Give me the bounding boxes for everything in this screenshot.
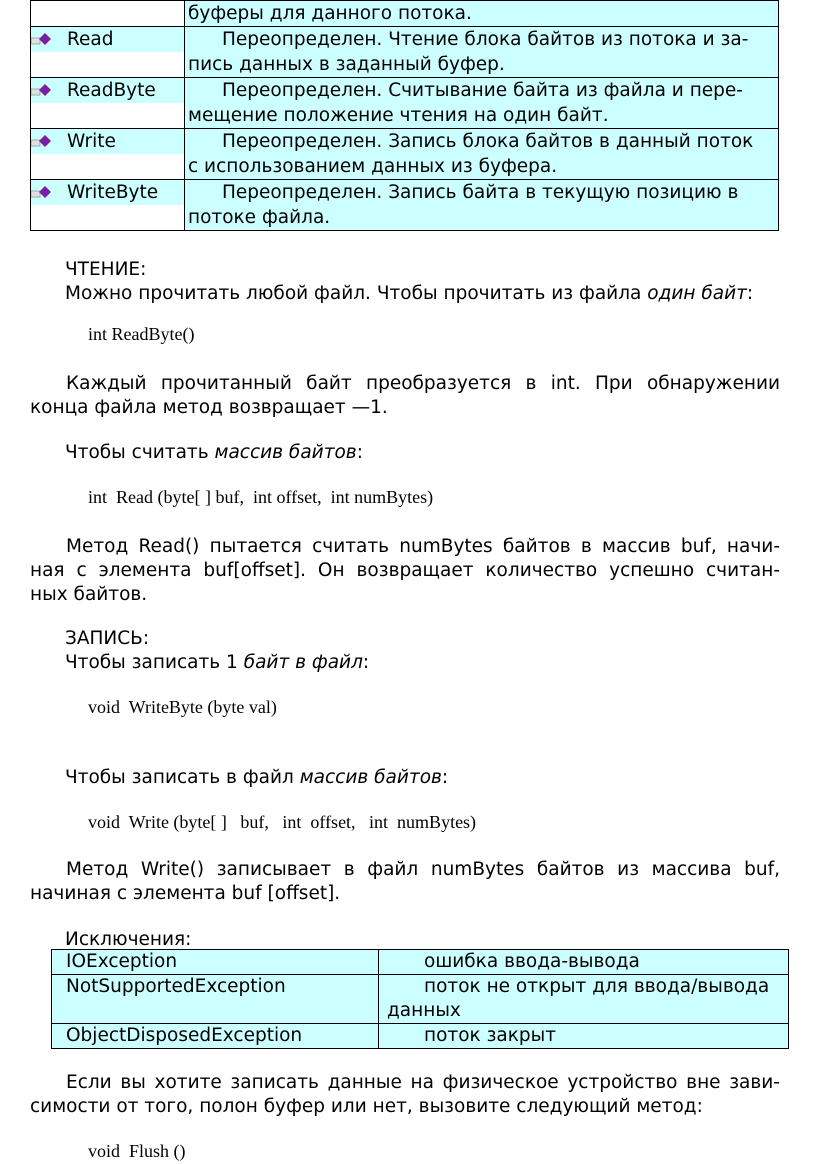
table-cell-name xyxy=(31,129,185,180)
reading-heading: ЧТЕНИЕ: xyxy=(65,259,147,280)
code-write: void Write (byte[ ] buf, int offset, int numBytes) xyxy=(88,812,477,832)
method-desc-line: Переопределен. Чтение блока байтов из потока и за- xyxy=(222,29,749,50)
writing-heading: ЗАПИСЬ: xyxy=(65,628,150,649)
code-readbyte: int ReadByte() xyxy=(88,324,195,344)
method-desc-line: с использованием данных из буфера. xyxy=(188,156,558,177)
table-row xyxy=(52,950,789,975)
writing-para: Метод Write() записывает в файл numBytes байтов из массива buf, начиная с элемента buf [offset]. xyxy=(30,859,780,904)
method-desc-line: Переопределен. Запись байта в текущую позицию в xyxy=(222,182,739,203)
method-name: ReadByte xyxy=(67,80,156,101)
table-row xyxy=(31,1,779,27)
reading-para-2: Метод Read() пытается считать numBytes байтов в массив buf, начи- ная с элемента buf[offset]. Он возвращает количество успешно считан- ных байтов. xyxy=(30,536,780,605)
table-row xyxy=(31,78,779,129)
exception-desc: поток не открыт для ввода/вывода данных xyxy=(379,975,789,1024)
method-desc-line: мещение положение чтения на один байт. xyxy=(188,105,609,126)
method-name: Write xyxy=(67,131,116,152)
method-desc-line: пись данных в заданный буфер. xyxy=(188,54,505,75)
table-cell-name xyxy=(31,27,185,78)
table-cell-desc xyxy=(185,27,779,78)
exception-desc: ошибка ввода-вывода xyxy=(379,950,789,975)
method-desc-line: Переопределен. Запись блока байтов в данный поток xyxy=(222,131,754,152)
code-flush: void Flush () xyxy=(88,1141,186,1161)
table-row xyxy=(52,975,789,1024)
table-row xyxy=(52,1024,789,1049)
exceptions-heading: Исключения: xyxy=(65,929,192,950)
exception-name: IOException xyxy=(52,950,379,975)
writing-intro-2: Чтобы записать в файл массив байтов: xyxy=(65,767,449,788)
table-cell-desc xyxy=(185,78,779,129)
exception-name: ObjectDisposedException xyxy=(52,1024,379,1049)
method-desc-line: потоке файла. xyxy=(188,207,331,228)
table-cell-desc xyxy=(185,129,779,180)
method-icon xyxy=(31,84,51,97)
method-name: WriteByte xyxy=(67,182,159,203)
method-icon xyxy=(31,186,51,199)
flush-para: Если вы хотите записать данные на физическое устройство вне зави- симости от того, полон буфер или нет, вызовите следующий метод: xyxy=(30,1072,780,1117)
continuation-text: буферы для данного потока. xyxy=(188,3,472,24)
method-desc-line: Переопределен. Считывание байта из файла и пере- xyxy=(222,80,743,101)
code-writebyte: void WriteByte (byte val) xyxy=(88,697,277,717)
methods-table xyxy=(30,0,779,231)
table-cell-desc xyxy=(185,1,779,27)
reading-para-1: Каждый прочитанный байт преобразуется в int. При обнаружении конца файла метод возвращает —1. xyxy=(30,373,780,418)
table-cell-name xyxy=(31,78,185,129)
writing-intro: Чтобы записать 1 байт в файл: xyxy=(65,652,370,673)
code-read: int Read (byte[ ] buf, int offset, int numBytes) xyxy=(88,487,434,507)
method-name: Read xyxy=(67,29,114,50)
table-cell-empty xyxy=(31,1,185,27)
reading-intro-2: Чтобы считать массив байтов: xyxy=(65,442,363,463)
reading-intro: Можно прочитать любой файл. Чтобы прочитать из файла один байт: xyxy=(65,283,754,304)
method-icon xyxy=(31,135,51,148)
table-cell-desc xyxy=(185,180,779,231)
exceptions-table xyxy=(51,949,789,1049)
table-row xyxy=(31,27,779,78)
table-row xyxy=(31,180,779,231)
method-icon xyxy=(31,33,51,46)
exception-desc: поток закрыт xyxy=(379,1024,789,1049)
exception-name: NotSupportedException xyxy=(52,975,379,1024)
table-row xyxy=(31,129,779,180)
table-cell-name xyxy=(31,180,185,231)
